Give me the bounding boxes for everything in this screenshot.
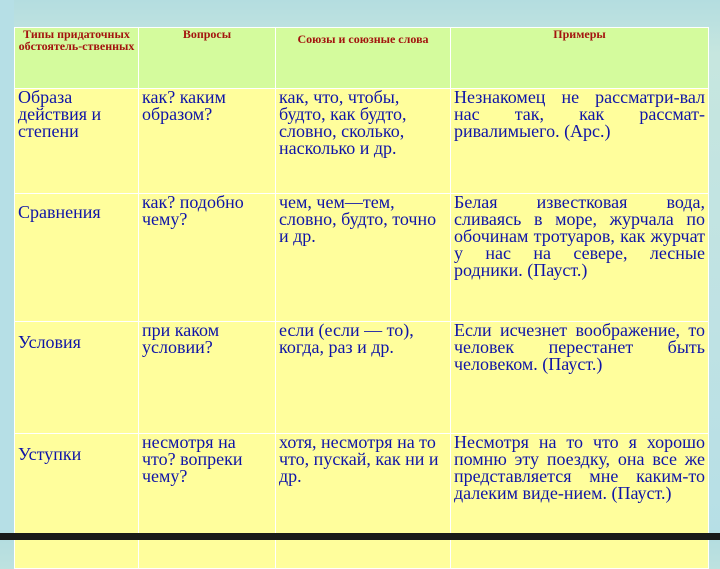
- header-types: Типы придаточных обстоятель-ственных: [15, 28, 139, 89]
- header-examples: Примеры: [451, 28, 709, 89]
- cell-type: Образа действия и степени: [15, 89, 139, 194]
- cell-questions: как? каким образом?: [139, 89, 276, 194]
- cell-conjunctions: чем, чем—тем, словно, будто, точно и др.: [276, 194, 451, 322]
- bottom-bar: [0, 533, 720, 540]
- subordinate-clauses-table: [14, 27, 709, 569]
- header-conjunctions: Союзы и союзные слова: [276, 28, 451, 89]
- cell-type: Условия: [15, 322, 139, 434]
- cell-questions: как? подобно чему?: [139, 194, 276, 322]
- header-questions: Вопросы: [139, 28, 276, 89]
- table-row: [15, 89, 709, 194]
- cell-conjunctions: если (если — то), когда, раз и др.: [276, 322, 451, 434]
- header-row: [15, 28, 709, 89]
- left-decor-strip: [0, 0, 14, 540]
- cell-example: Незнакомец не рассматри-вал нас так, как рассмат-ривалимыего. (Арс.): [451, 89, 709, 194]
- table-row: [15, 434, 709, 569]
- cell-type: Уступки: [15, 434, 139, 569]
- cell-example: Несмотря на то что я хорошо помню эту поездку, она все же представляется мне каким-то далеким виде-нием. (Пауст.): [451, 434, 709, 569]
- cell-conjunctions: как, что, чтобы, будто, как будто, словно, сколько, насколько и др.: [276, 89, 451, 194]
- cell-questions: при каком условии?: [139, 322, 276, 434]
- table-row: [15, 194, 709, 322]
- cell-conjunctions: хотя, несмотря на то что, пускай, как ни и др.: [276, 434, 451, 569]
- cell-type: Сравнения: [15, 194, 139, 322]
- cell-questions: несмотря на что? вопреки чему?: [139, 434, 276, 569]
- cell-example: Если исчезнет воображение, то человек перестанет быть человеком. (Пауст.): [451, 322, 709, 434]
- table-row: [15, 322, 709, 434]
- cell-example: Белая известковая вода, сливаясь в море, журчала по обочинам тротуаров, как журчат у нас на севере, лесные родники. (Пауст.): [451, 194, 709, 322]
